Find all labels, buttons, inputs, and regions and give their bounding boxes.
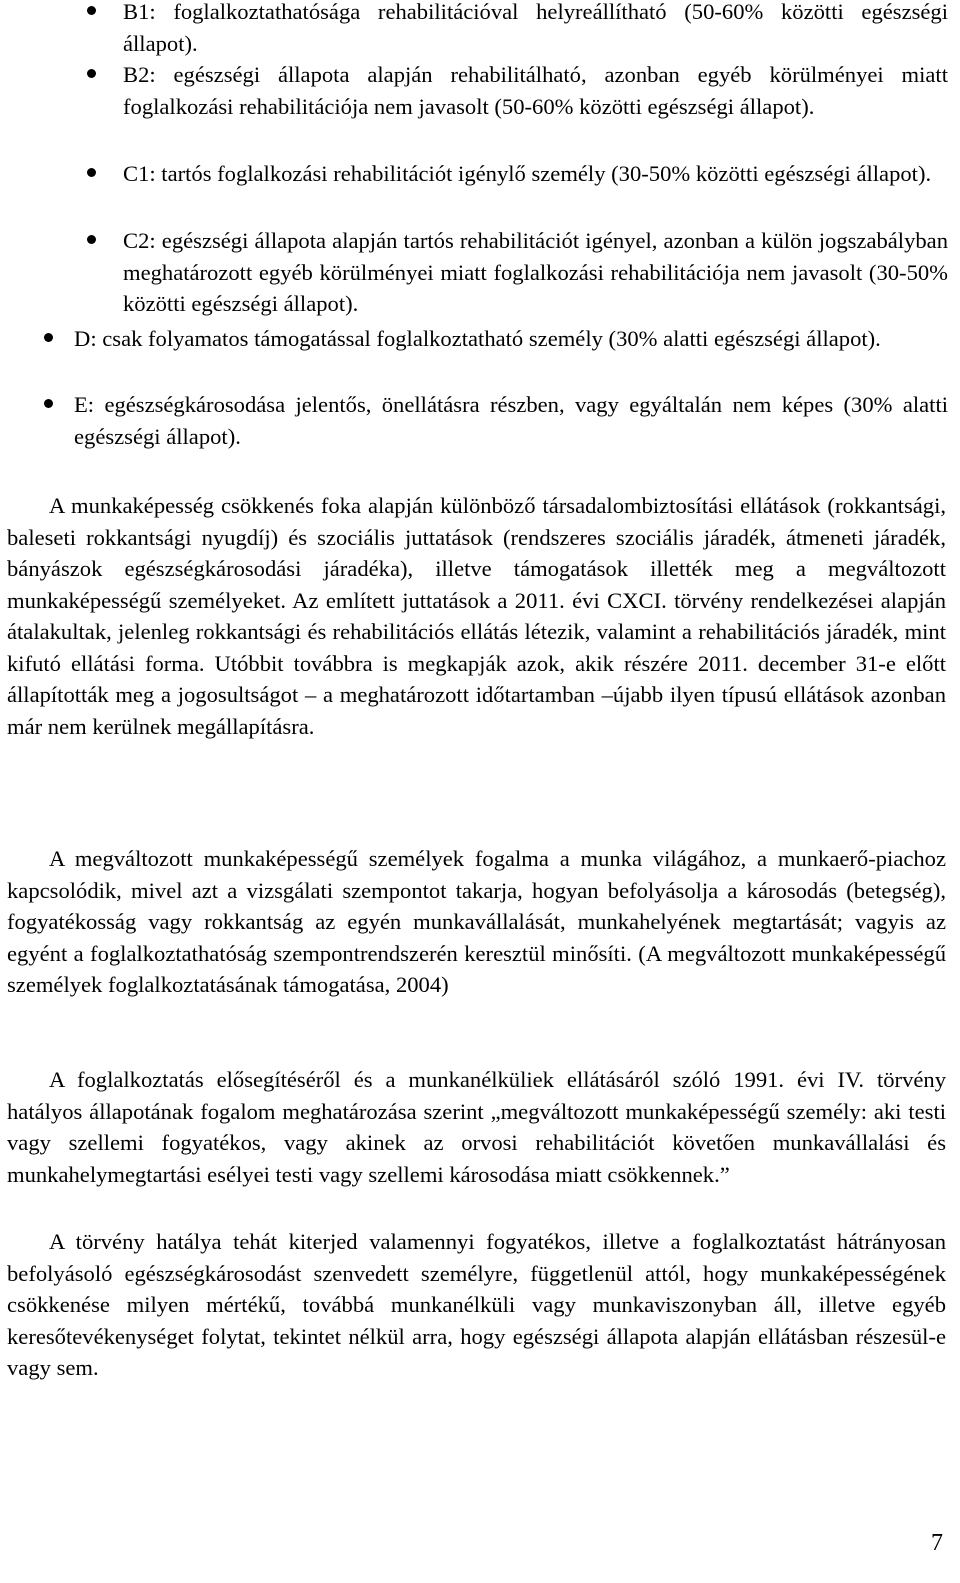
bullet-item-b1 bbox=[0, 0, 960, 59]
bullet-text: B1: foglalkoztathatósága rehabilitációval helyreállítható (50-60% közötti egészségi állapot). bbox=[123, 0, 948, 56]
paragraph-text: A törvény hatálya tehát kiterjed valamennyi fogyatékos, illetve a foglalkoztatást hátrányosan befolyásoló egészségkárosodást szenvedett személyre, függetlenül attól, hogy munkaképességének csökkenése milyen mértékű, továbbá munkanélküli vagy munkaviszonyban áll, illetve egyéb keresőtevékenységet folytat, tekintet nélkül arra, hogy egészségi állapota alapján ellátásban részesül-e vagy sem. bbox=[7, 1229, 946, 1380]
bullet-item-d bbox=[0, 323, 960, 355]
paragraph-ellatasok bbox=[7, 490, 946, 742]
bullet-dot-icon bbox=[87, 69, 96, 78]
paragraph-torveny-definicio bbox=[7, 1064, 946, 1190]
bullet-text: B2: egészségi állapota alapján rehabilitálható, azonban egyéb körülményei miatt foglalkozási rehabilitációja nem javasolt (50-60% közötti egészségi állapot). bbox=[123, 62, 948, 119]
bullet-dot-icon bbox=[87, 235, 96, 244]
paragraph-fogalom bbox=[7, 843, 946, 1001]
paragraph-text: A foglalkoztatás elősegítéséről és a munkanélküliek ellátásáról szóló 1991. évi IV. törvény hatályos állapotának fogalom meghatározása szerint „megváltozott munkaképességű személy: aki testi vagy szellemi fogyatékos, vagy akinek az orvosi rehabilitációt követően munkavállalási és munkahelymegtartási esélyei testi vagy szellemi károsodása miatt csökkennek.” bbox=[7, 1067, 946, 1187]
bullet-dot-icon bbox=[44, 399, 53, 408]
paragraph-text: A megváltozott munkaképességű személyek fogalma a munka világához, a munkaerő-piachoz kapcsolódik, mivel azt a vizsgálati szempontot takarja, hogyan befolyásolja a károsodás (betegség), fogyatékosság vagy rokkantság az egyén munkavállalását, munkahelyének megtartását; vagyis az egyént a foglalkoztathatóság szempontrendszerén keresztül minősíti. (A megváltozott munkaképességű személyek foglalkoztatásának támogatása, 2004) bbox=[7, 846, 946, 997]
bullet-item-c1 bbox=[0, 158, 960, 190]
bullet-dot-icon bbox=[87, 168, 96, 177]
bullet-text: D: csak folyamatos támogatással foglalkoztatható személy (30% alatti egészségi állapot). bbox=[74, 326, 881, 351]
bullet-item-c2 bbox=[0, 225, 960, 320]
bullet-dot-icon bbox=[87, 6, 96, 15]
bullet-text: E: egészségkárosodása jelentős, önellátásra részben, vagy egyáltalán nem képes (30% alatti egészségi állapot). bbox=[74, 392, 948, 449]
bullet-item-e bbox=[0, 389, 960, 452]
paragraph-text: A munkaképesség csökkenés foka alapján különböző társadalombiztosítási ellátások (rokkantsági, baleseti rokkantsági nyugdíj) és szociális juttatások (rendszeres szociális járadék, átmeneti járadék, bányászok egészségkárosodási járadéka), illetve támogatások illették meg a megváltozott munkaképességű személyeket. Az említett juttatások a 2011. évi CXCI. törvény rendelkezései alapján átalakultak, jelenleg rokkantsági és rehabilitációs ellátás létezik, valamint a rehabilitációs járadék, mint kifutó ellátási forma. Utóbbit továbbra is megkapják azok, akik részére 2011. december 31-e előtt állapították meg a jogosultságot – a meghatározott időtartamban –újabb ilyen típusú ellátások azonban már nem kerülnek megállapításra. bbox=[7, 493, 946, 739]
paragraph-torveny-hatalya bbox=[7, 1226, 946, 1384]
bullet-item-b2 bbox=[0, 59, 960, 122]
page-number: 7 bbox=[931, 1530, 943, 1556]
bullet-text: C2: egészségi állapota alapján tartós rehabilitációt igényel, azonban a külön jogszabályban meghatározott egyéb körülményei miatt foglalkozási rehabilitációja nem javasolt (30-50% közötti egészségi állapot). bbox=[123, 228, 948, 316]
bullet-text: C1: tartós foglalkozási rehabilitációt igénylő személy (30-50% közötti egészségi állapot). bbox=[123, 161, 932, 186]
bullet-dot-icon bbox=[44, 333, 53, 342]
